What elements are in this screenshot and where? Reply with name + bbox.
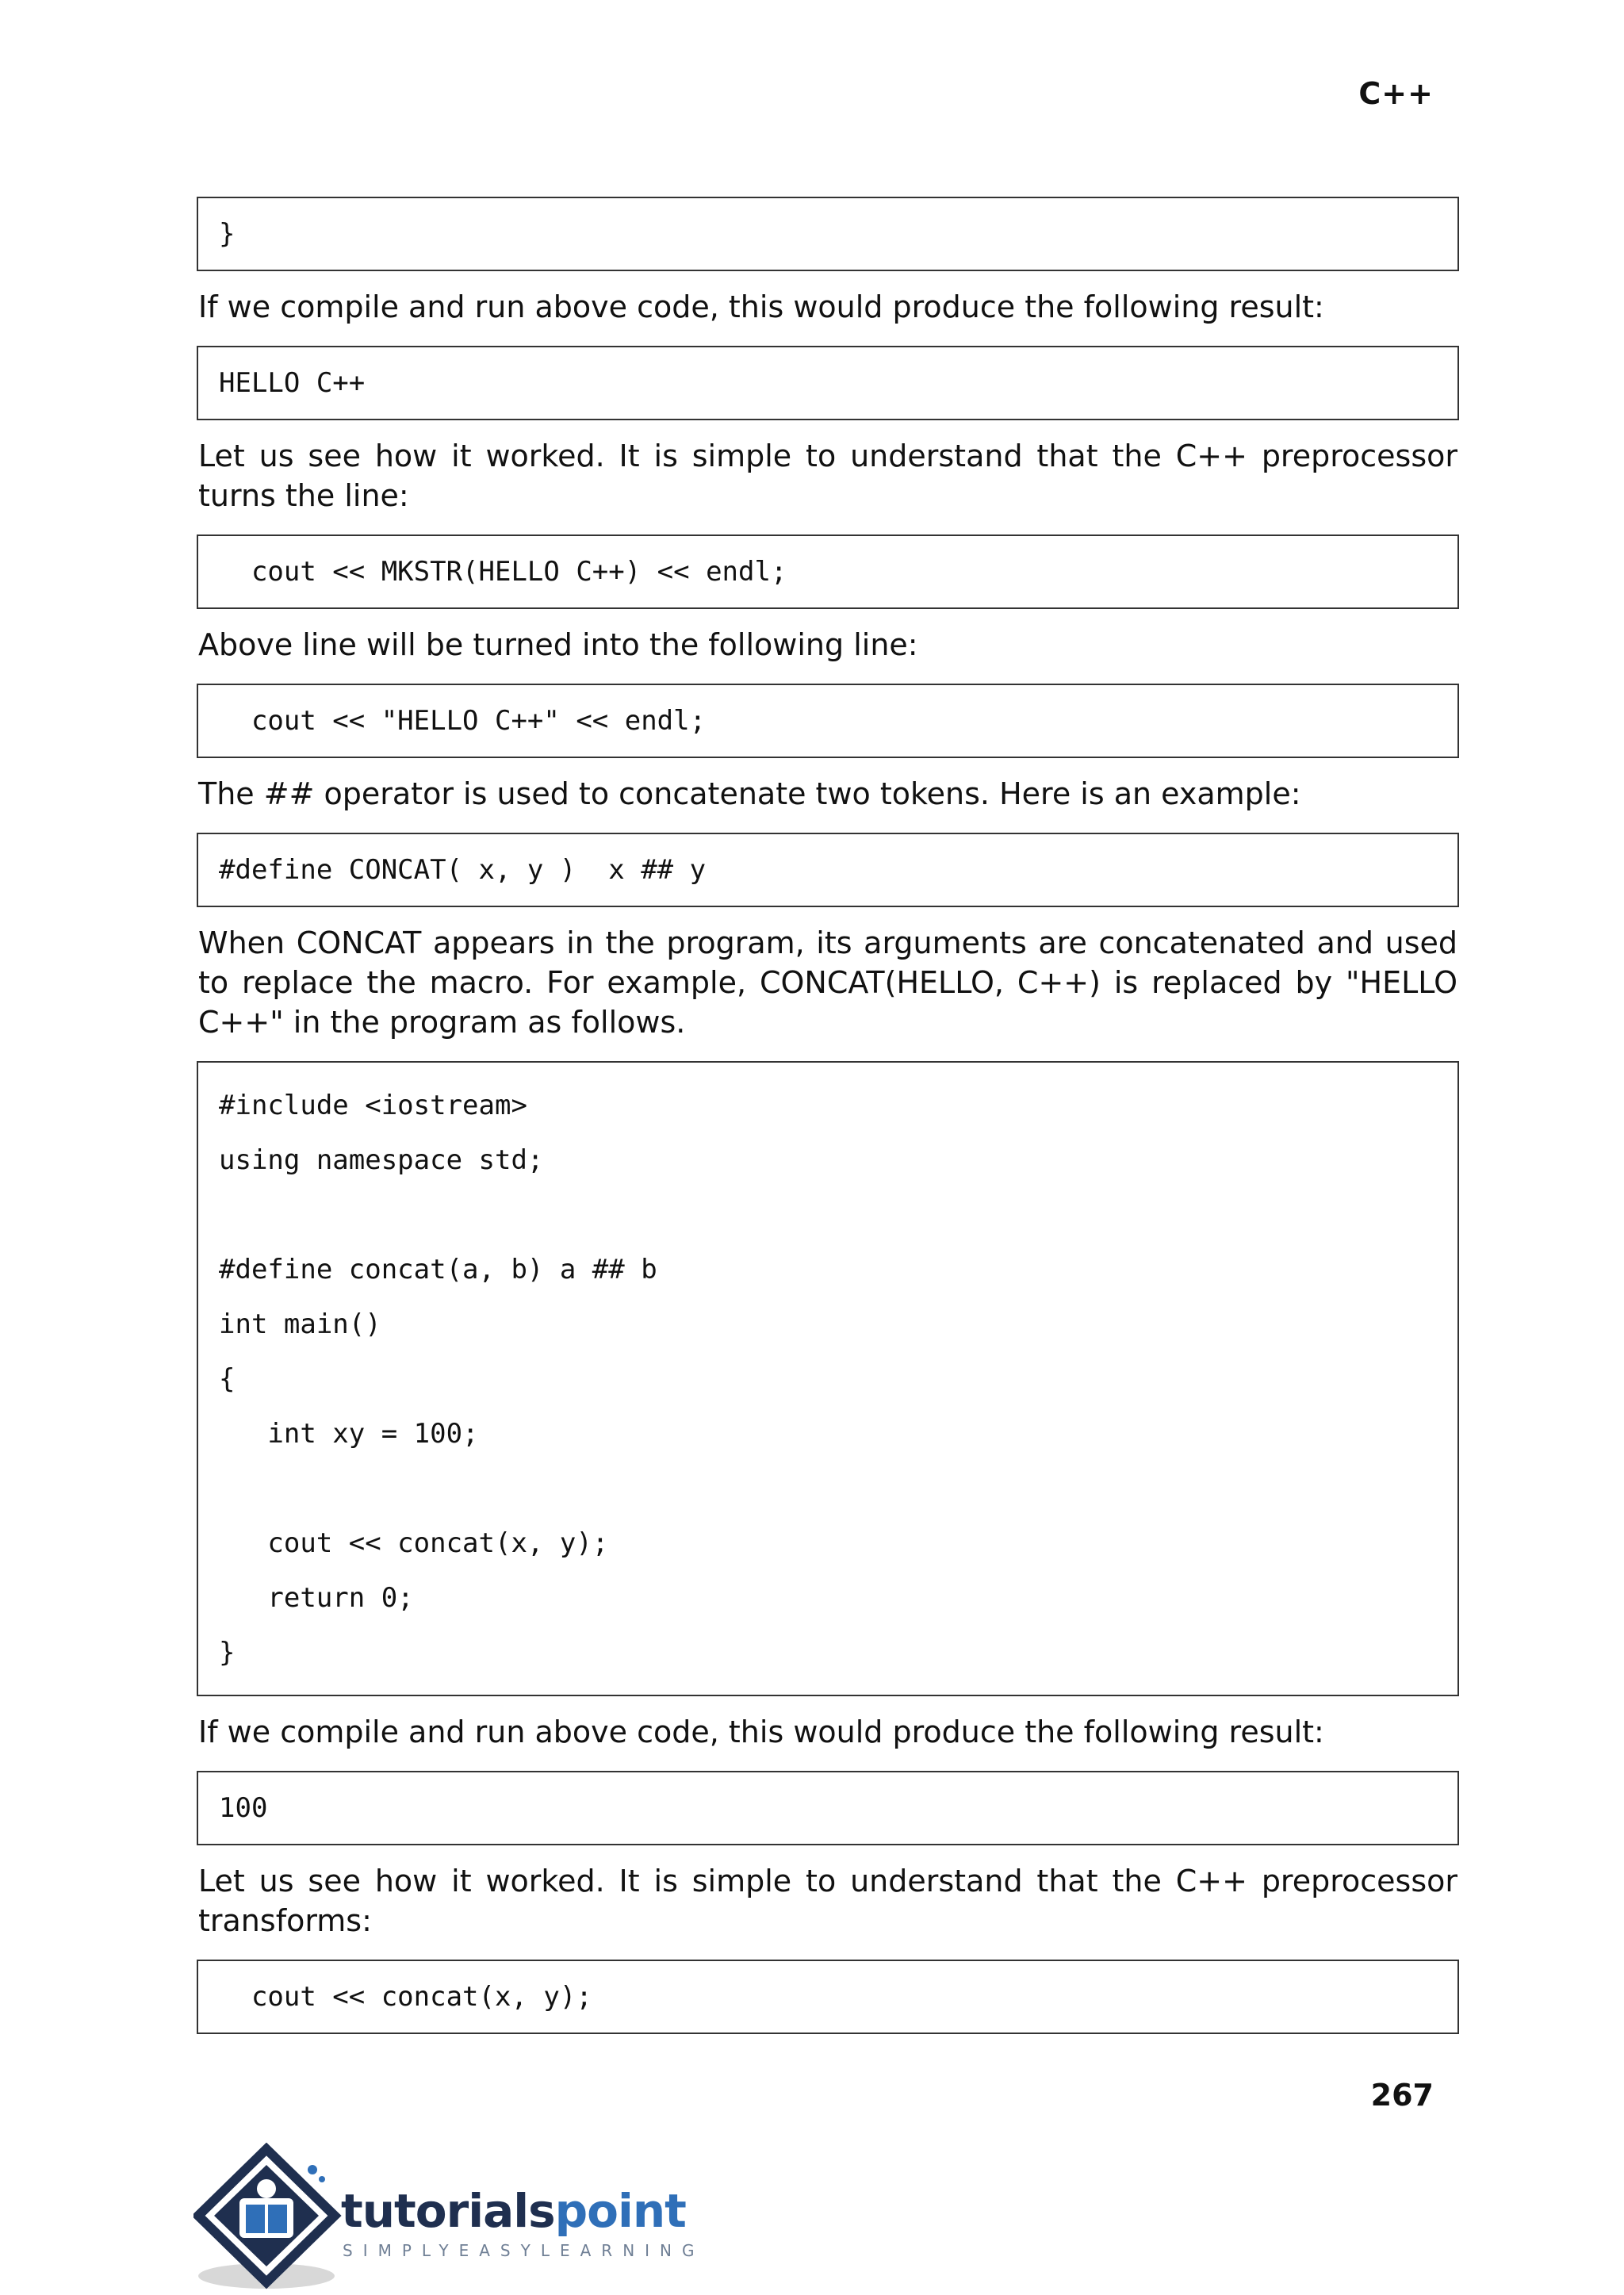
code-line: #define concat(a, b) a ## b bbox=[219, 1254, 657, 1285]
code-line: int main() bbox=[219, 1308, 381, 1340]
code-line: cout << concat(x, y); bbox=[219, 1527, 609, 1559]
page-content bbox=[197, 197, 1459, 2034]
body-paragraph: If we compile and run above code, this would produce the following result: bbox=[198, 1715, 1324, 1749]
body-paragraph: Let us see how it worked. It is simple to understand that the C++ preprocessor turns the line: bbox=[198, 439, 1457, 513]
code-line: { bbox=[219, 1363, 236, 1395]
body-paragraph: Above line will be turned into the following line: bbox=[198, 627, 918, 662]
code-block bbox=[197, 346, 1459, 420]
code-block bbox=[197, 684, 1459, 758]
code-line: cout << concat(x, y); bbox=[219, 1981, 592, 2013]
body-paragraph: The ## operator is used to concatenate two tokens. Here is an example: bbox=[198, 776, 1301, 811]
code-line: using namespace std; bbox=[219, 1144, 544, 1176]
code-line: return 0; bbox=[219, 1582, 414, 1614]
code-line: int xy = 100; bbox=[219, 1418, 479, 1450]
code-block bbox=[197, 197, 1459, 271]
body-paragraph: If we compile and run above code, this would produce the following result: bbox=[198, 289, 1324, 324]
code-line: cout << "HELLO C++" << endl; bbox=[219, 705, 707, 737]
body-paragraph: When CONCAT appears in the program, its arguments are concatenated and used to replace the macro. For example, CONCAT(HELLO, C++) is replaced by "HELLO C++" in the program as follows. bbox=[198, 925, 1457, 1040]
body-paragraph: Let us see how it worked. It is simple to understand that the C++ preprocessor transforms: bbox=[198, 1864, 1457, 1938]
code-block bbox=[197, 534, 1459, 609]
logo-wordmark-accent: point bbox=[554, 2184, 686, 2238]
code-line: } bbox=[219, 218, 236, 250]
running-header: C++ bbox=[1358, 76, 1434, 111]
code-block bbox=[197, 833, 1459, 907]
code-block bbox=[197, 1061, 1459, 1696]
page-number: 267 bbox=[1370, 2078, 1434, 2113]
code-line: 100 bbox=[219, 1792, 268, 1824]
code-block bbox=[197, 1771, 1459, 1845]
code-line bbox=[219, 1188, 1437, 1243]
code-line: } bbox=[219, 1637, 236, 1669]
logo-wordmark-main: tutorials bbox=[341, 2184, 555, 2238]
code-line: #define CONCAT( x, y ) x ## y bbox=[219, 854, 707, 886]
code-line: #include <iostream> bbox=[219, 1090, 527, 1121]
tutorialspoint-logo bbox=[193, 2143, 705, 2293]
code-line: cout << MKSTR(HELLO C++) << endl; bbox=[219, 556, 787, 588]
code-line: HELLO C++ bbox=[219, 367, 366, 399]
logo-tagline: SIMPLYEASYLEARNING bbox=[343, 2241, 705, 2260]
logo-wordmark bbox=[341, 2184, 686, 2238]
code-line bbox=[219, 1462, 1437, 1516]
code-block bbox=[197, 1960, 1459, 2034]
logo-emblem-icon bbox=[193, 2143, 352, 2293]
